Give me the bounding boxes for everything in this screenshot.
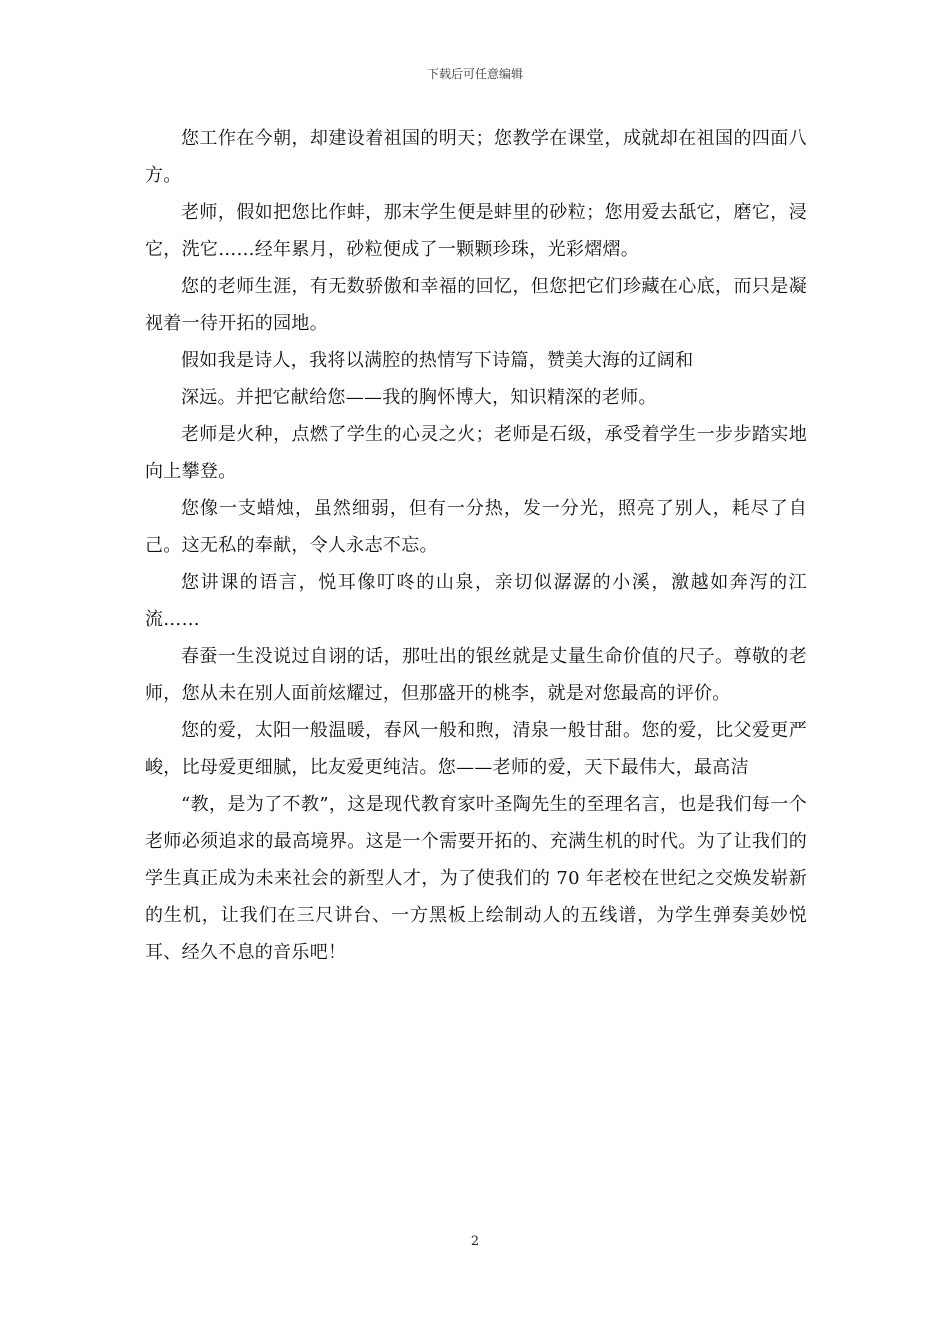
- page-number: 2: [470, 1234, 480, 1249]
- paragraph: 您讲课的语言，悦耳像叮咚的山泉，亲切似潺潺的小溪，激越如奔泻的江流……: [145, 572, 807, 630]
- paragraph: 假如我是诗人，我将以满腔的热情写下诗篇，赞美大海的辽阔和: [181, 350, 694, 371]
- paragraph: 您像一支蜡烛，虽然细弱，但有一分热，发一分光，照亮了别人，耗尽了自己。这无私的奉献，令人永志不忘。: [145, 498, 807, 556]
- paragraph: 您工作在今朝，却建设着祖国的明天；您教学在课堂，成就却在祖国的四面八方。: [145, 128, 807, 186]
- document-body: [145, 120, 807, 971]
- paragraph: 春蚕一生没说过自诩的话，那吐出的银丝就是丈量生命价值的尺子。尊敬的老师，您从未在别人面前炫耀过，但那盛开的桃李，就是对您最高的评价。: [145, 646, 807, 704]
- paragraph: 老师，假如把您比作蚌，那末学生便是蚌里的砂粒；您用爱去舐它，磨它，浸它，洗它……经年累月，砂粒便成了一颗颗珍珠，光彩熠熠。: [145, 202, 807, 260]
- paragraph: “教，是为了不教”，这是现代教育家叶圣陶先生的至理名言，也是我们每一个老师必须追求的最高境界。这是一个需要开拓的、充满生机的时代。为了让我们的学生真正成为未来社会的新型人才，为了使我们的 70 年老校在世纪之交焕发崭新的生机，让我们在三尺讲台、一方黑板上绘制动人的五线谱，为学生弹奏美妙悦耳、经久不息的音乐吧！: [145, 794, 807, 963]
- paragraph: 您的爱，太阳一般温暖，春风一般和煦，清泉一般甘甜。您的爱，比父爱更严峻，比母爱更细腻，比友爱更纯洁。您——老师的爱，天下最伟大，最高洁: [145, 720, 807, 778]
- paragraph: 老师是火种，点燃了学生的心灵之火；老师是石级，承受着学生一步步踏实地向上攀登。: [145, 424, 807, 482]
- page-header: 下载后可任意编辑: [426, 67, 523, 81]
- paragraph: 您的老师生涯，有无数骄傲和幸福的回忆，但您把它们珍藏在心底，而只是凝视着一待开拓的园地。: [145, 276, 807, 334]
- paragraph: 深远。并把它献给您——我的胸怀博大，知识精深的老师。: [181, 387, 657, 408]
